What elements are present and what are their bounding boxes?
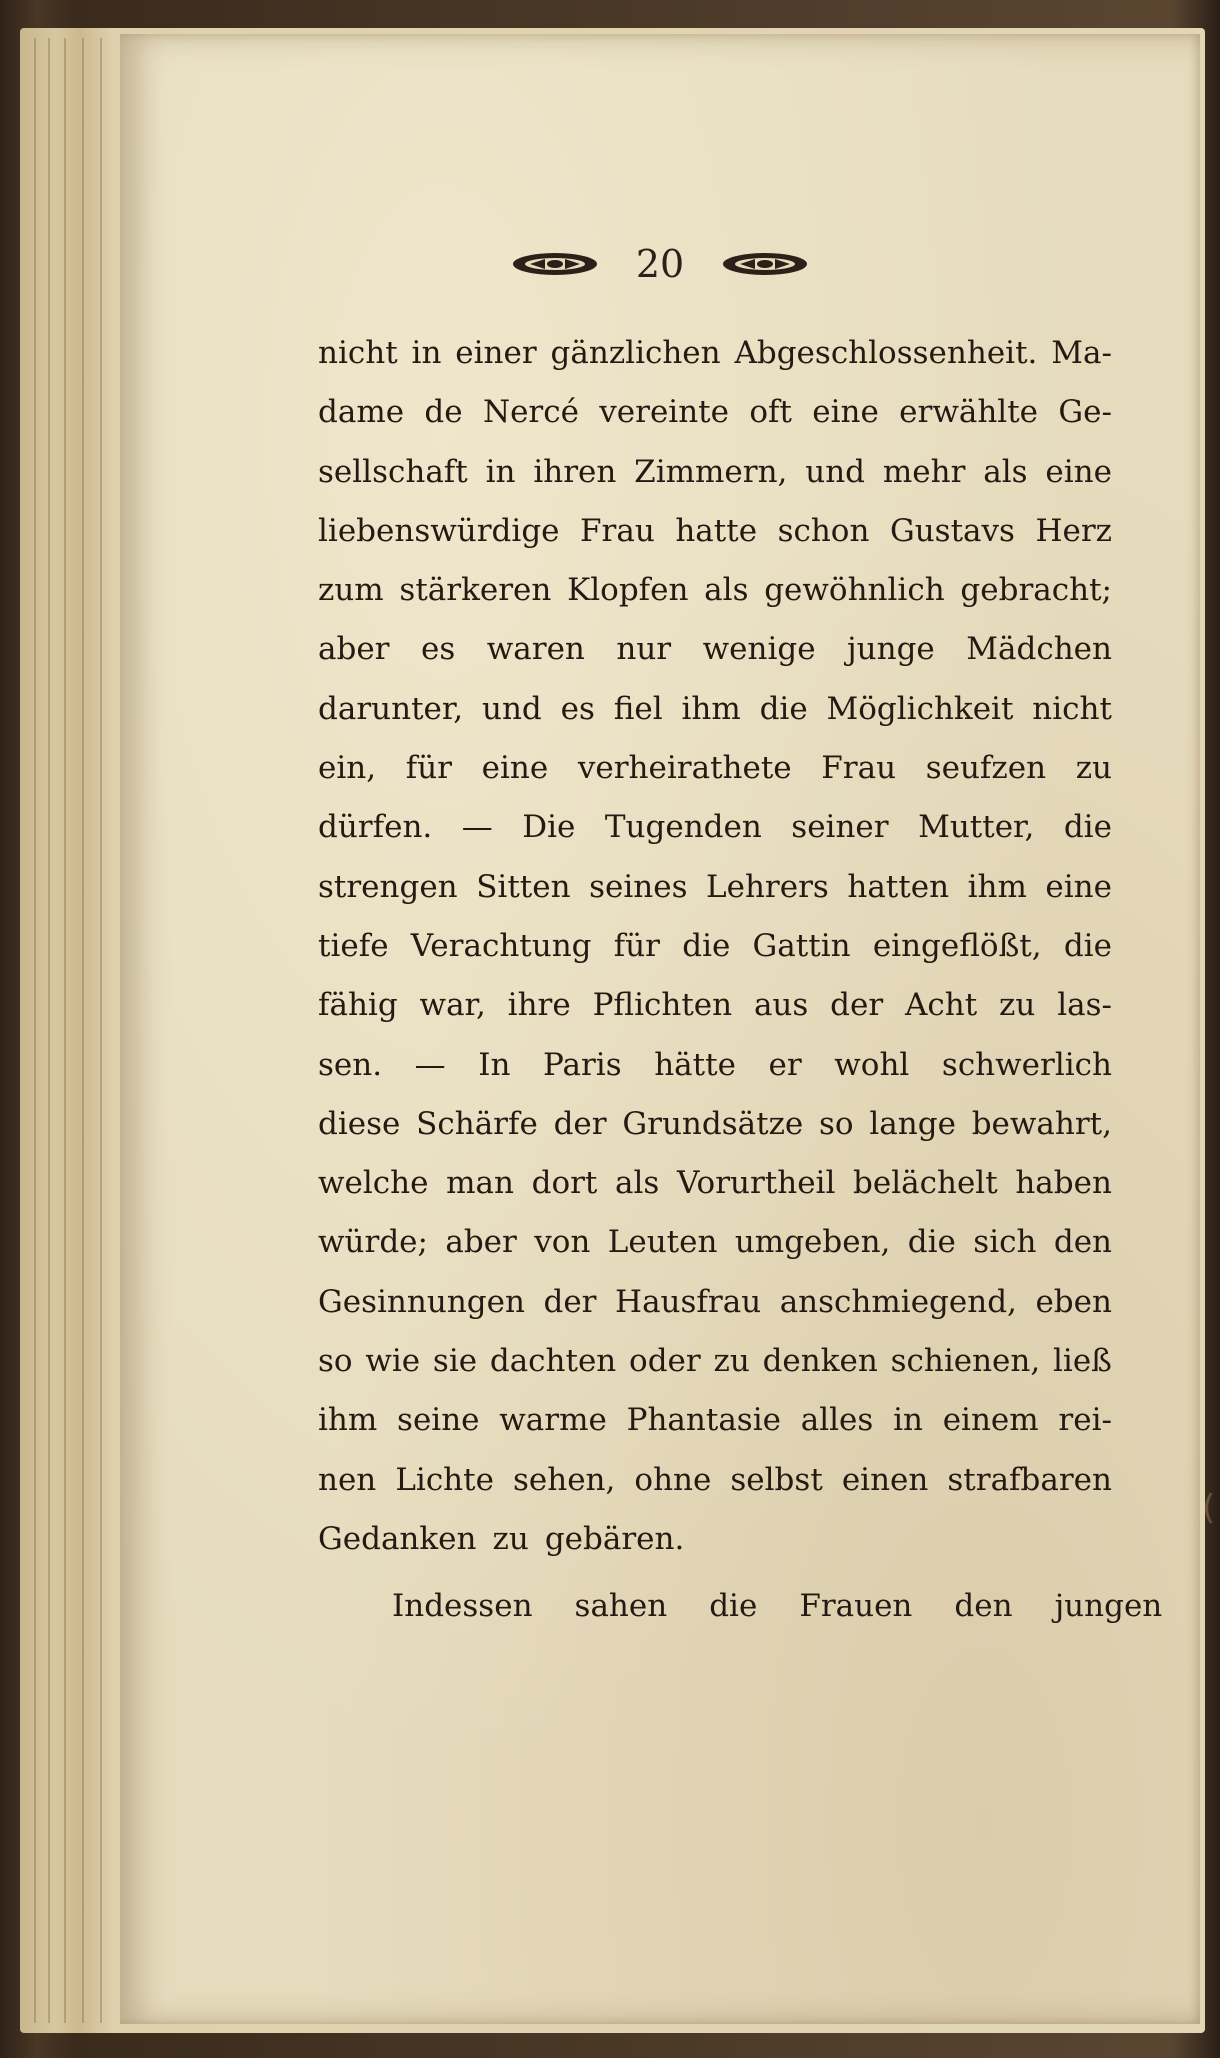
word: sehen, bbox=[512, 1461, 616, 1498]
word: ohne bbox=[634, 1461, 712, 1498]
word: haben bbox=[1015, 1165, 1112, 1202]
text-line bbox=[318, 1273, 1112, 1332]
word: die bbox=[907, 1224, 956, 1261]
word: seine bbox=[397, 1402, 480, 1439]
word: jungen bbox=[1054, 1588, 1163, 1625]
word: zu bbox=[999, 987, 1036, 1024]
text-line bbox=[318, 1332, 1112, 1391]
word: Nercé bbox=[482, 394, 579, 431]
word: sen. bbox=[318, 1046, 383, 1083]
word: fähig bbox=[318, 987, 398, 1024]
word: ein, bbox=[318, 750, 377, 787]
word: zu bbox=[1075, 750, 1112, 787]
word: eine bbox=[812, 394, 879, 431]
word: darunter, bbox=[318, 690, 464, 727]
word: Verachtung bbox=[410, 927, 592, 964]
word: nicht bbox=[318, 335, 398, 371]
word: Schärfe bbox=[416, 1105, 538, 1142]
word: gewöhnlich bbox=[764, 572, 945, 609]
word: und bbox=[481, 690, 542, 727]
text-line bbox=[318, 1154, 1112, 1213]
word: warme bbox=[499, 1402, 607, 1439]
word: stärkeren bbox=[399, 572, 552, 609]
word: denken bbox=[762, 1343, 878, 1380]
word: Hausfrau bbox=[615, 1283, 762, 1320]
word: für bbox=[613, 927, 660, 964]
text-line bbox=[318, 443, 1112, 502]
page-header bbox=[120, 234, 1200, 294]
word: gebracht; bbox=[960, 572, 1112, 609]
word: er bbox=[768, 1046, 802, 1083]
word: — bbox=[461, 809, 493, 846]
word: bewahrt, bbox=[971, 1105, 1112, 1142]
text-line bbox=[318, 1451, 1112, 1510]
word: liebenswürdige bbox=[318, 512, 560, 549]
word: die bbox=[759, 690, 808, 727]
word: Acht bbox=[905, 987, 978, 1024]
word: so bbox=[819, 1105, 854, 1142]
word: welche bbox=[318, 1165, 429, 1202]
text-line bbox=[318, 680, 1112, 739]
text-line bbox=[318, 383, 1112, 442]
word: als bbox=[983, 453, 1028, 490]
word: dachten bbox=[489, 1343, 617, 1380]
word: als bbox=[704, 572, 749, 609]
word: schienen, bbox=[890, 1343, 1041, 1380]
word: Sitten bbox=[476, 868, 571, 905]
word: gebären. bbox=[544, 1520, 685, 1557]
word: der bbox=[830, 987, 884, 1024]
word: nen bbox=[318, 1461, 377, 1498]
word: Frauen bbox=[799, 1588, 913, 1625]
word: Frau bbox=[580, 512, 655, 549]
text-line bbox=[318, 561, 1112, 620]
word: In bbox=[478, 1046, 511, 1083]
word: sahen bbox=[574, 1588, 668, 1625]
word: es bbox=[560, 690, 595, 727]
word: Möglichkeit bbox=[826, 690, 1014, 727]
word: dame bbox=[318, 394, 405, 431]
text-line bbox=[318, 1391, 1112, 1450]
text-line bbox=[318, 1095, 1112, 1154]
book-page bbox=[120, 34, 1200, 2024]
word: Gustavs bbox=[889, 512, 1015, 549]
text-line bbox=[318, 1577, 1163, 1636]
word: Tugenden bbox=[604, 809, 762, 846]
word: eine bbox=[1045, 453, 1112, 490]
word: sellschaft bbox=[318, 453, 468, 490]
word: aber bbox=[445, 1224, 517, 1261]
word: ihre bbox=[507, 987, 571, 1024]
word: Indessen bbox=[392, 1588, 533, 1625]
text-line bbox=[318, 324, 1112, 383]
word: ihm bbox=[967, 868, 1027, 905]
word: sie bbox=[432, 1343, 478, 1380]
word: Paris bbox=[543, 1046, 622, 1083]
word: Mädchen bbox=[966, 631, 1112, 668]
word: ihren bbox=[533, 453, 617, 490]
word: der bbox=[553, 1105, 607, 1142]
word: hatten bbox=[847, 868, 950, 905]
word: die bbox=[1063, 809, 1112, 846]
word: zu bbox=[492, 1520, 529, 1557]
word: ließ bbox=[1053, 1343, 1112, 1380]
word: Herz bbox=[1035, 512, 1112, 549]
word: wenige bbox=[702, 631, 816, 668]
word: anschmiegend, bbox=[779, 1283, 1017, 1320]
text-line bbox=[318, 1213, 1112, 1272]
word: rei- bbox=[1058, 1402, 1112, 1439]
word: waren bbox=[486, 631, 585, 668]
text-line bbox=[318, 858, 1112, 917]
page-edge bbox=[34, 38, 36, 2023]
text-line bbox=[318, 798, 1112, 857]
word: strafbaren bbox=[947, 1461, 1112, 1498]
word: von bbox=[534, 1224, 591, 1261]
word: einer bbox=[455, 335, 537, 371]
text-line bbox=[318, 1036, 1112, 1095]
word: Mutter, bbox=[918, 809, 1035, 846]
word: wohl bbox=[834, 1046, 910, 1083]
word: eingeflößt, bbox=[872, 927, 1042, 964]
word: in bbox=[411, 335, 442, 371]
word: schwerlich bbox=[941, 1046, 1112, 1083]
word: war, bbox=[419, 987, 486, 1024]
word: als bbox=[615, 1165, 660, 1202]
word: ihm bbox=[681, 690, 741, 727]
word: alles bbox=[800, 1402, 874, 1439]
word: seines bbox=[589, 868, 688, 905]
word: man bbox=[446, 1165, 514, 1202]
word: seufzen bbox=[925, 750, 1047, 787]
word: zum bbox=[318, 572, 384, 609]
word: mehr bbox=[882, 453, 966, 490]
word: Die bbox=[522, 809, 576, 846]
word: strengen bbox=[318, 868, 458, 905]
word: Gedanken bbox=[318, 1520, 477, 1557]
word: nur bbox=[616, 631, 672, 668]
text-line bbox=[318, 739, 1112, 798]
word: sich bbox=[973, 1224, 1037, 1261]
word: seiner bbox=[791, 809, 889, 846]
text-line bbox=[318, 917, 1112, 976]
word: diese bbox=[318, 1105, 401, 1142]
page-edge bbox=[48, 38, 50, 2023]
text-line bbox=[318, 502, 1112, 561]
word: belächelt bbox=[853, 1165, 998, 1202]
word: oder bbox=[629, 1343, 701, 1380]
word: den bbox=[954, 1588, 1013, 1625]
word: umgeben, bbox=[734, 1224, 891, 1261]
word: es bbox=[420, 631, 456, 668]
word: Abgeschlossenheit. bbox=[734, 335, 1038, 371]
word: fiel bbox=[613, 690, 663, 727]
word: Pflichten bbox=[592, 987, 733, 1024]
word: eine bbox=[1045, 868, 1112, 905]
word: Frau bbox=[821, 750, 897, 787]
word: — bbox=[414, 1046, 446, 1083]
word: so bbox=[318, 1343, 353, 1380]
word: selbst bbox=[730, 1461, 823, 1498]
word: Grundsätze bbox=[622, 1105, 804, 1142]
word: den bbox=[1053, 1224, 1112, 1261]
word: einem bbox=[942, 1402, 1039, 1439]
word: in bbox=[485, 453, 516, 490]
text-line bbox=[318, 1510, 1112, 1569]
word: dürfen. bbox=[318, 809, 433, 846]
flourish-ornament-icon bbox=[510, 249, 600, 279]
word: aus bbox=[753, 987, 809, 1024]
word: junge bbox=[847, 631, 935, 668]
margin-mark: ( bbox=[1202, 1488, 1216, 1528]
word: die bbox=[682, 927, 731, 964]
word: würde; bbox=[318, 1224, 428, 1261]
word: de bbox=[424, 394, 463, 431]
text-line bbox=[318, 620, 1112, 679]
word: lange bbox=[869, 1105, 956, 1142]
word: einen bbox=[841, 1461, 929, 1498]
page-edge bbox=[100, 38, 102, 2023]
word: eine bbox=[481, 750, 549, 787]
word: Klopfen bbox=[567, 572, 689, 609]
word: Zimmern, bbox=[634, 453, 788, 490]
word: gänzlichen bbox=[550, 335, 721, 371]
word: und bbox=[805, 453, 866, 490]
word: oft bbox=[749, 394, 792, 431]
word: in bbox=[893, 1402, 923, 1439]
word: hatte bbox=[675, 512, 758, 549]
word: aber bbox=[318, 631, 390, 668]
body-text bbox=[318, 324, 1163, 1637]
word: schon bbox=[777, 512, 870, 549]
word: vereinte bbox=[599, 394, 729, 431]
word: nicht bbox=[1032, 690, 1112, 727]
page-number: 20 bbox=[635, 242, 685, 286]
word: die bbox=[709, 1588, 758, 1625]
word: wie bbox=[365, 1343, 421, 1380]
word: Ma- bbox=[1051, 335, 1112, 371]
word: der bbox=[543, 1283, 597, 1320]
word: für bbox=[405, 750, 452, 787]
word: erwählte bbox=[899, 394, 1039, 431]
word: hätte bbox=[654, 1046, 736, 1083]
word: ihm bbox=[318, 1402, 378, 1439]
word: Leuten bbox=[607, 1224, 718, 1261]
word: Ge- bbox=[1058, 394, 1112, 431]
text-line bbox=[318, 976, 1112, 1035]
word: die bbox=[1063, 927, 1112, 964]
flourish-ornament-icon bbox=[720, 249, 810, 279]
page-edge bbox=[64, 38, 66, 2023]
word: Phantasie bbox=[626, 1402, 781, 1439]
word: Vorurtheil bbox=[676, 1165, 836, 1202]
word: Lichte bbox=[395, 1461, 494, 1498]
word: Gesinnungen bbox=[318, 1283, 525, 1320]
word: dort bbox=[531, 1165, 598, 1202]
page-edge bbox=[82, 38, 84, 2023]
word: las- bbox=[1057, 987, 1112, 1024]
word: verheirathete bbox=[577, 750, 792, 787]
word: Gattin bbox=[752, 927, 851, 964]
word: eben bbox=[1035, 1283, 1112, 1320]
word: zu bbox=[713, 1343, 750, 1380]
word: tiefe bbox=[318, 927, 389, 964]
word: Lehrers bbox=[706, 868, 829, 905]
